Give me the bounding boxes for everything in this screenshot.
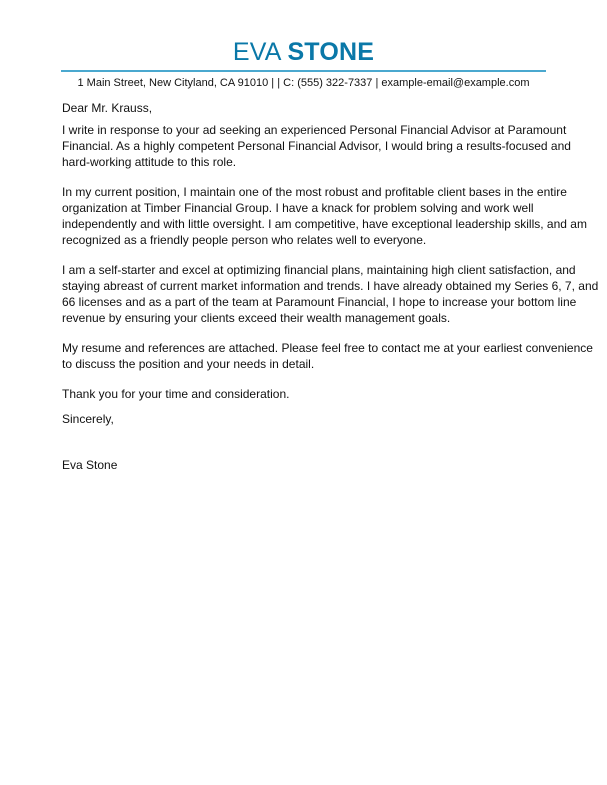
paragraph-line: 66 licenses and as a part of the team at Paramount Financial, I hope to increase your bottom line bbox=[62, 295, 577, 309]
closing: Sincerely, bbox=[62, 412, 114, 426]
paragraph-line: hard-working attitude to this role. bbox=[62, 155, 237, 169]
paragraph-line: recognized as a friendly people person who relates well to everyone. bbox=[62, 233, 427, 247]
paragraph-line: My resume and references are attached. Please feel free to contact me at your earliest convenience bbox=[62, 341, 593, 355]
letter-body bbox=[62, 100, 599, 473]
paragraph-line: In my current position, I maintain one of the most robust and profitable client bases in the entire bbox=[62, 185, 567, 199]
paragraph-line: Financial. As a highly competent Personal Financial Advisor, I would bring a results-focused and bbox=[62, 139, 571, 153]
header-divider bbox=[61, 70, 546, 72]
paragraph-current-position bbox=[62, 184, 587, 248]
paragraph-line: independently and with little oversight. I am competitive, have exceptional leadership skills, and am bbox=[62, 217, 587, 231]
signature: Eva Stone bbox=[62, 458, 118, 472]
thanks-line: Thank you for your time and consideration. bbox=[62, 387, 290, 401]
paragraph-line: I write in response to your ad seeking an experienced Personal Financial Advisor at Paramount bbox=[62, 123, 567, 137]
first-name: EVA bbox=[232, 38, 281, 66]
paragraph-line: I am a self-starter and excel at optimizing financial plans, maintaining high client satisfaction, and bbox=[62, 263, 576, 277]
contact-info: 1 Main Street, New Cityland, CA 91010 | | C: (555) 322-7337 | example-email@example.com bbox=[77, 77, 530, 89]
paragraph-line: organization at Timber Financial Group. I have a knack for problem solving and work well bbox=[62, 201, 534, 215]
paragraph-line: revenue by ensuring your clients exceed their wealth management goals. bbox=[62, 311, 451, 325]
paragraph-intro bbox=[62, 122, 571, 170]
paragraph-qualifications bbox=[62, 262, 599, 326]
applicant-name bbox=[0, 38, 607, 66]
paragraph-attachments bbox=[62, 340, 593, 372]
paragraph-line: staying abreast of current market information and trends. I have already obtained my Series 6, 7, and bbox=[62, 279, 599, 293]
paragraph-line: to discuss the position and your needs in detail. bbox=[62, 357, 315, 371]
salutation: Dear Mr. Krauss, bbox=[62, 101, 153, 115]
last-name: STONE bbox=[287, 38, 375, 66]
